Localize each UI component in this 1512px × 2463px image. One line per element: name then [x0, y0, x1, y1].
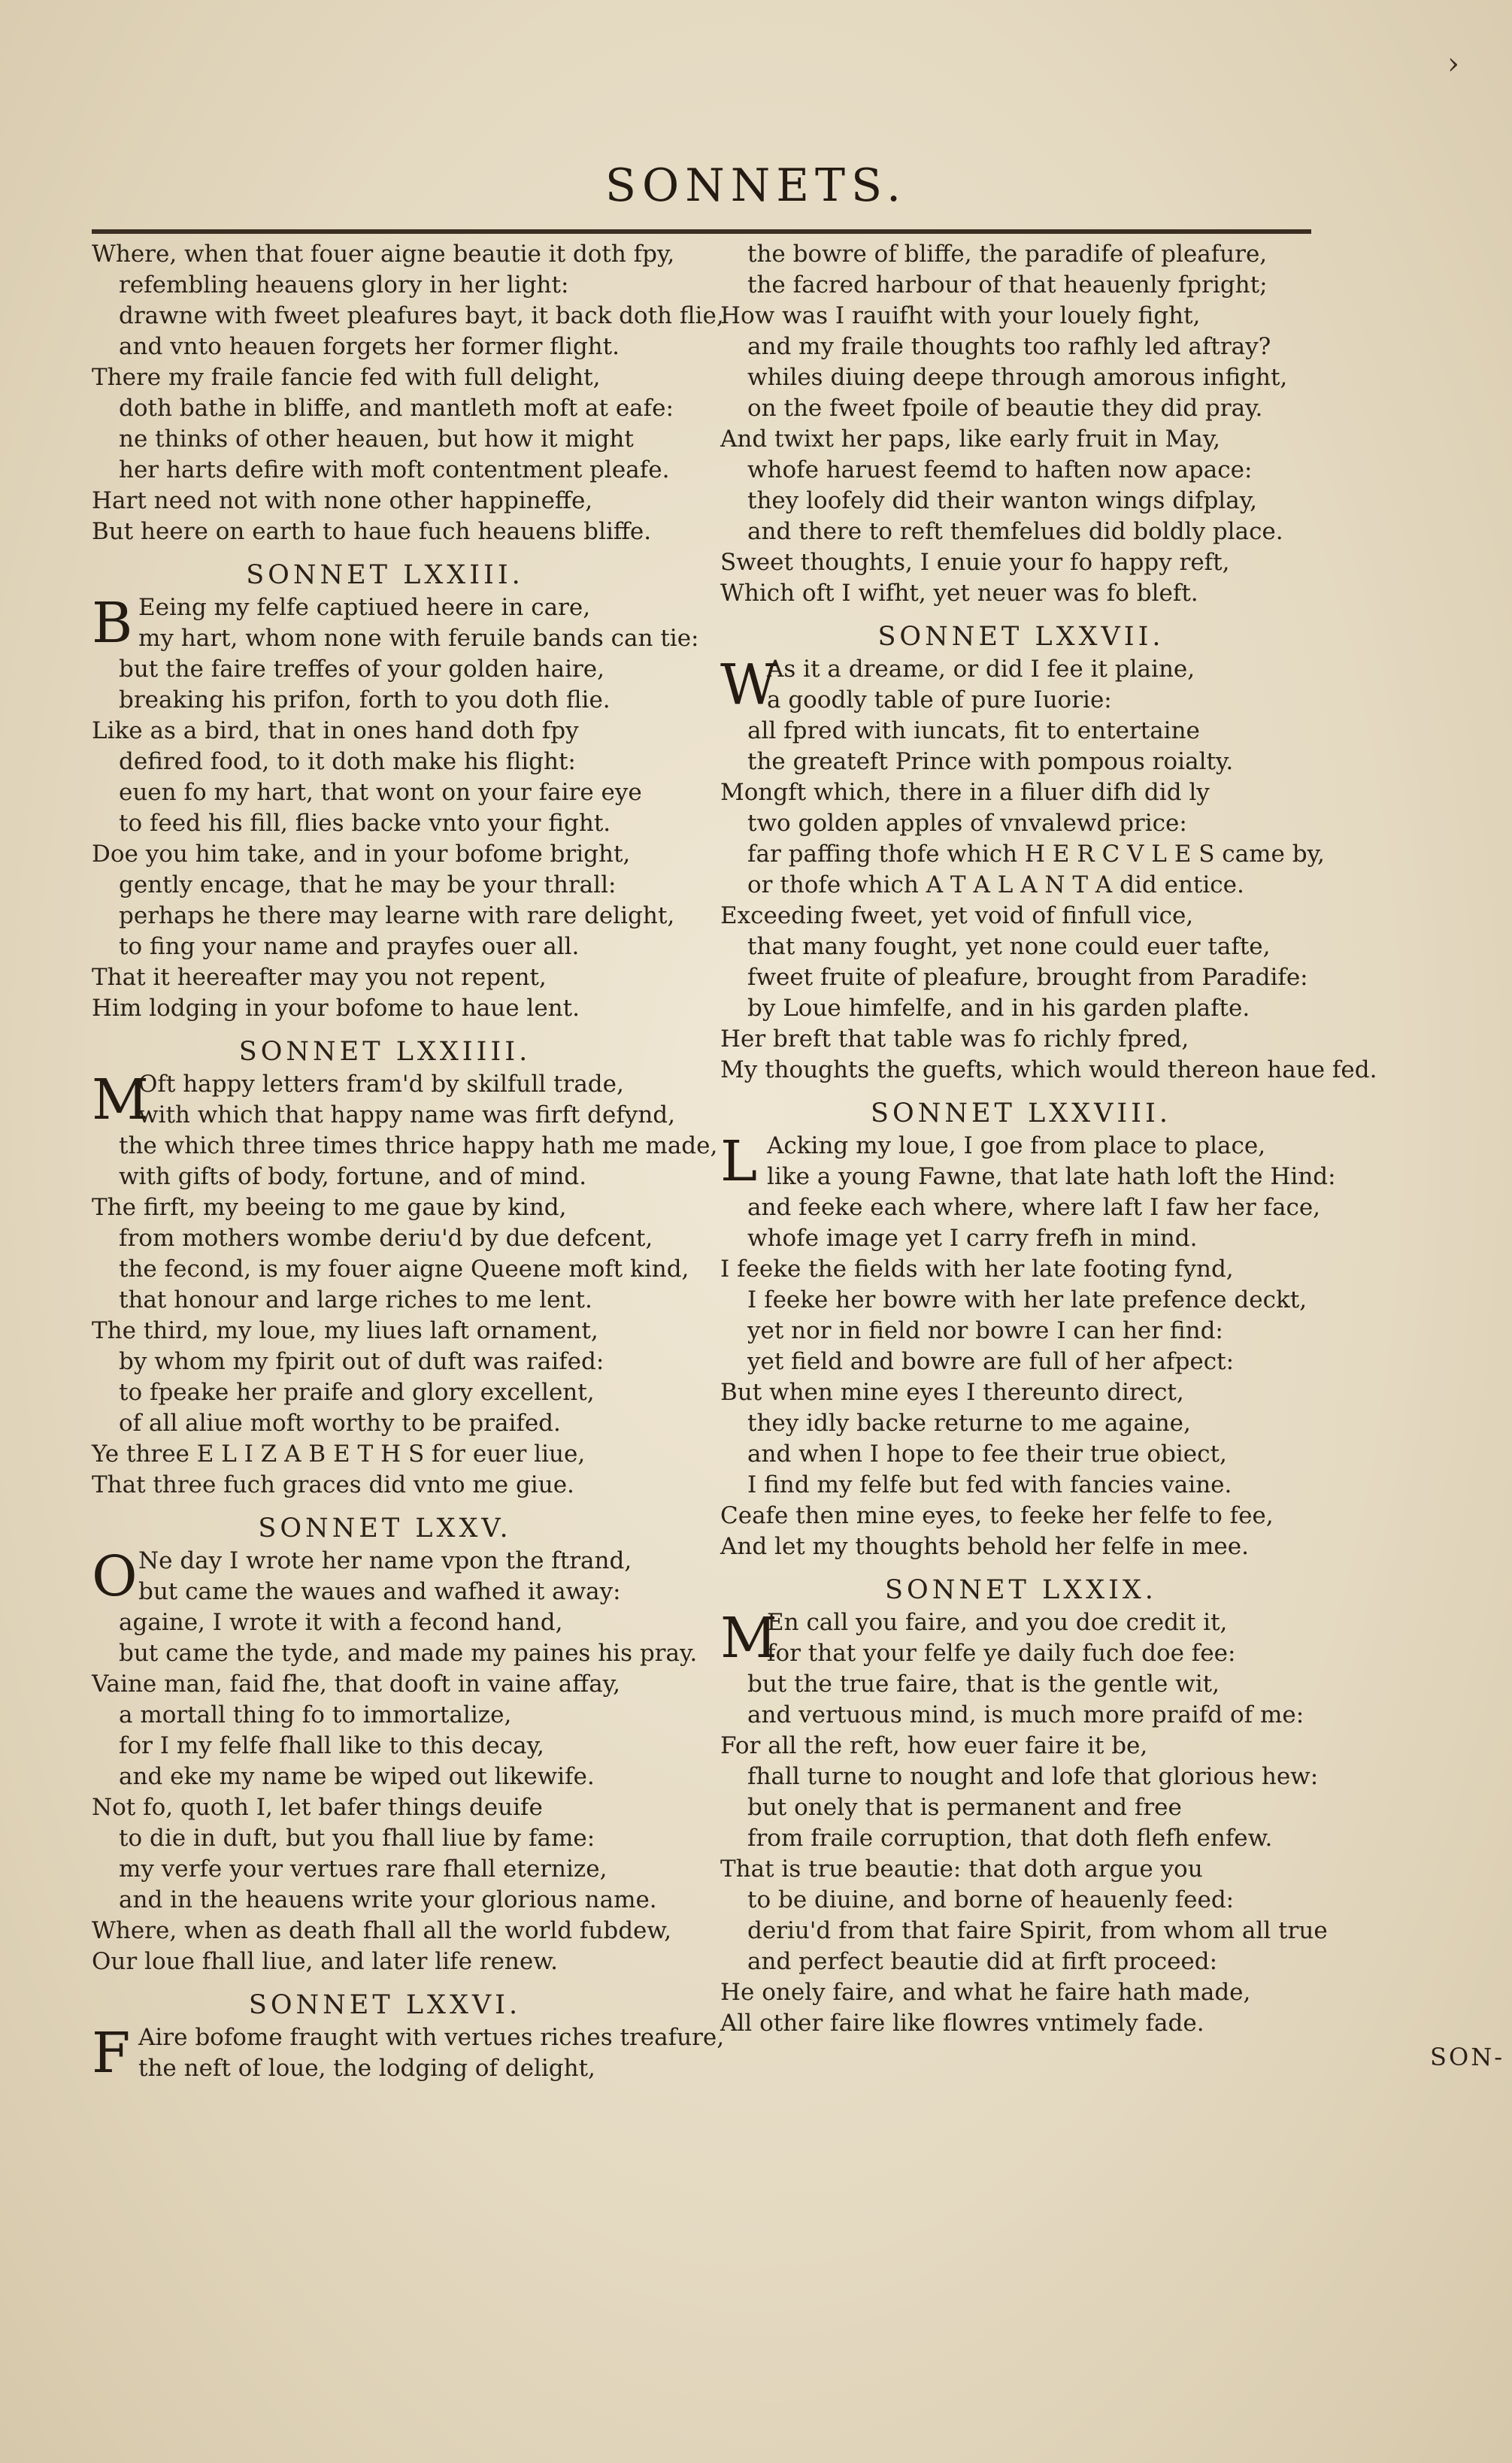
sonnet-title: SONNET LXXVI.	[248, 1990, 522, 2020]
verse-line: from mothers wombe deriu'd by due defcent,	[119, 1225, 653, 1252]
sonnet	[92, 1035, 718, 1501]
verse-line: for I my felfe fhall like to this decay,	[119, 1732, 544, 1759]
verse-line: or thofe which A T A L A N T A did entice.	[747, 871, 1244, 898]
verse-line: I feeke her bowre with her late prefence deckt,	[747, 1286, 1307, 1313]
verse-line: That three fuch graces did vnto me giue.	[92, 1471, 574, 1498]
verse-line: Oft happy letters fram'd by skilfull trade,	[138, 1071, 624, 1098]
verse-line: And twixt her paps, like early fruit in May,	[720, 426, 1220, 453]
verse-line: But when mine eyes I thereunto direct,	[720, 1379, 1184, 1406]
verse-line: and in the heauens write your glorious name.	[119, 1886, 657, 1913]
verse-line: Hart need not with none other happineffe,	[92, 487, 593, 514]
verse-line: Her breft that table was fo richly fpred,	[720, 1025, 1189, 1053]
verse-line: The third, my loue, my liues laft ornament,	[92, 1317, 598, 1344]
verse-line: the which three times thrice happy hath me made,	[119, 1132, 718, 1159]
verse-line: they loofely did their wanton wings difplay,	[747, 487, 1257, 514]
verse-line: ne thinks of other heauen, but how it might	[119, 426, 634, 453]
verse-line: whiles diuing deepe through amorous infight,	[747, 364, 1288, 391]
verse-line: There my fraile fancie fed with full delight,	[92, 364, 601, 391]
drop-cap: F	[92, 2021, 131, 2086]
sonnet	[92, 1988, 725, 2086]
verse-line: for that your felfe ye daily fuch doe fee:	[767, 1640, 1236, 1667]
verse-line: by whom my fpirit out of duft was raifed:	[119, 1348, 604, 1375]
verse-line: euen fo my hart, that wont on your faire eye	[119, 779, 642, 806]
verse-line: Doe you him take, and in your bofome bright,	[92, 841, 631, 868]
verse-line: For all the reft, how euer faire it be,	[720, 1732, 1148, 1759]
verse-line: That is true beautie: that doth argue you	[720, 1856, 1203, 1883]
verse-line: Ne day I wrote her name vpon the ftrand,	[138, 1547, 632, 1574]
verse-line: Mongft which, there in a filuer difh did ly	[720, 779, 1210, 806]
drop-cap: W	[720, 653, 778, 717]
verse-line: The firft, my beeing to me gaue by kind,	[92, 1194, 567, 1221]
verse-line: Ceafe then mine eyes, to feeke her felfe to fee,	[720, 1502, 1274, 1529]
verse-line: to feed his fill, flies backe vnto your fight.	[119, 810, 611, 837]
corner-mark: ›	[1447, 47, 1459, 81]
verse-line: I find my felfe but fed with fancies vaine.	[747, 1471, 1232, 1498]
verse-line: and my fraile thoughts too rafhly led aftray?	[747, 333, 1271, 360]
drop-cap: M	[92, 1068, 149, 1132]
verse-line: the facred harbour of that heauenly fpright;	[747, 271, 1268, 298]
verse-line: of all aliue moft worthy to be praifed.	[119, 1410, 561, 1437]
verse-line: deriu'd from that faire Spirit, from whom all true	[747, 1917, 1328, 1944]
verse-line: by Loue himfelfe, and in his garden plafte.	[747, 995, 1250, 1022]
sonnet-title: SONNET LXXVIII.	[871, 1098, 1171, 1128]
verse-line: He onely faire, and what he faire hath made,	[720, 1979, 1251, 2006]
verse-line: to fing your name and prayfes ouer all.	[119, 933, 580, 960]
verse-line: En call you faire, and you doe credit it,	[767, 1609, 1228, 1636]
verse-line: Not fo, quoth I, let bafer things deuife	[92, 1794, 543, 1821]
verse-line: doth bathe in bliffe, and mantleth moft at eafe:	[119, 395, 674, 422]
verse-line: whofe haruest feemd to haften now apace:	[747, 456, 1253, 483]
verse-line: like a young Fawne, that late hath loft the Hind:	[767, 1163, 1336, 1190]
left-column	[92, 239, 725, 2086]
sonnet-title: SONNET LXXIIII.	[238, 1037, 532, 1067]
drop-cap: B	[92, 591, 133, 656]
sonnet-title: SONNET LXXIX.	[885, 1575, 1157, 1605]
drop-cap: L	[720, 1129, 758, 1194]
verse-line: I feeke the fields with her late footing fynd,	[720, 1256, 1234, 1283]
verse-line: and there to reft themfelues did boldly place.	[747, 518, 1283, 545]
drop-cap: M	[720, 1606, 777, 1671]
verse-line: her harts defire with moft contentment pleafe.	[119, 456, 670, 483]
sonnet-body	[92, 1068, 718, 1501]
verse-line: but onely that is permanent and free	[747, 1794, 1182, 1821]
verse-line: two golden apples of vnvalewd price:	[747, 810, 1187, 837]
verse-line: the fecond, is my fouer aigne Queene moft kind,	[119, 1256, 689, 1283]
verse-line: to fpeake her praife and glory excellent,	[119, 1379, 595, 1406]
sonnet-body	[92, 2021, 725, 2086]
verse-line: How was I rauifht with your louely fight,	[720, 302, 1201, 329]
verse-line: Eeing my felfe captiued heere in care,	[138, 594, 591, 621]
verse-line: and eke my name be wiped out likewife.	[119, 1763, 595, 1790]
verse-line: Which oft I wifht, yet neuer was fo bleft.	[720, 580, 1198, 607]
verse-line: Like as a bird, that in ones hand doth fpy	[92, 717, 579, 744]
catchword: SON-	[1430, 2043, 1504, 2071]
verse-line: perhaps he there may learne with rare delight,	[119, 902, 675, 929]
verse-line: refembling heauens glory in her light:	[119, 271, 569, 298]
verse-line: Where, when as death fhall all the world fubdew,	[92, 1917, 672, 1944]
verse-line: But heere on earth to haue fuch heauens bliffe.	[92, 518, 652, 545]
verse-line: My thoughts the guefts, which would thereon haue fed.	[720, 1056, 1377, 1083]
verse-line: Aire bofome fraught with vertues riches treafure,	[138, 2024, 725, 2051]
verse-line: but came the tyde, and made my paines his pray.	[119, 1640, 698, 1667]
verse-line: with which that happy name was firft defynd,	[138, 1101, 675, 1128]
verse-line: that many fought, yet none could euer tafte,	[747, 933, 1271, 960]
sonnet-body	[720, 1606, 1328, 2039]
right-column	[720, 239, 1377, 2039]
sonnet	[92, 558, 699, 1024]
verse-line: all fpred with iuncats, fit to entertaine	[747, 717, 1200, 744]
verse-line: my hart, whom none with feruile bands can tie:	[138, 625, 699, 652]
verse-line: All other faire like flowres vntimely fade.	[720, 2010, 1204, 2037]
sonnet-body	[720, 653, 1377, 1086]
verse-line: but the faire treffes of your golden haire,	[119, 656, 605, 683]
verse-line: and vnto heauen forgets her former flight.	[119, 333, 620, 360]
sonnet	[720, 620, 1377, 1086]
verse-line: breaking his prifon, forth to you doth flie.	[119, 686, 611, 713]
verse-line: yet field and bowre are full of her afpect:	[747, 1348, 1235, 1375]
sonnet-body	[92, 591, 699, 1024]
verse-line: fweet fruite of pleafure, brought from Paradife:	[747, 964, 1308, 991]
verse-line: the neft of loue, the lodging of delight,	[138, 2055, 595, 2082]
verse-line: far paffing thofe which H E R C V L E S came by,	[747, 841, 1325, 868]
drop-cap: O	[92, 1544, 138, 1609]
verse-line: yet nor in field nor bowre I can her find:	[747, 1317, 1223, 1344]
verse-line: Him lodging in your bofome to haue lent.	[92, 995, 580, 1022]
sonnet-body	[92, 1544, 698, 1977]
verse-line: and perfect beautie did at firft proceed:	[747, 1948, 1218, 1975]
verse-line: the greateft Prince with pompous roialty.	[747, 748, 1234, 775]
page-title: SONNETS.	[604, 159, 908, 212]
verse-line: And let my thoughts behold her felfe in mee.	[720, 1533, 1249, 1560]
verse-line: from fraile corruption, that doth flefh enfew.	[747, 1825, 1273, 1852]
sonnet-body	[720, 1129, 1336, 1562]
verse-line: Exceeding fweet, yet void of finfull vice,	[720, 902, 1194, 929]
verse-line: my verfe your vertues rare fhall eternize,	[119, 1856, 608, 1883]
verse-line: As it a dreame, or did I fee it plaine,	[767, 656, 1195, 683]
verse-line: the bowre of bliffe, the paradife of pleafure,	[747, 241, 1268, 268]
verse-line: gently encage, that he may be your thrall:	[119, 871, 617, 898]
verse-line: that honour and large riches to me lent.	[119, 1286, 592, 1313]
verse-line: but came the waues and wafhed it away:	[138, 1578, 621, 1605]
sonnet	[720, 1096, 1336, 1562]
verse-line: to die in duft, but you fhall liue by fame:	[119, 1825, 595, 1852]
verse-line: to be diuine, and borne of heauenly feed:	[747, 1886, 1235, 1913]
verse-line: with gifts of body, fortune, and of mind.	[119, 1163, 587, 1190]
verse-line: Where, when that fouer aigne beautie it doth fpy,	[92, 241, 675, 268]
verse-line: they idly backe returne to me againe,	[747, 1410, 1191, 1437]
sonnet-title: SONNET LXXVII.	[877, 622, 1165, 652]
verse-line: a goodly table of pure Iuorie:	[767, 686, 1112, 713]
verse-line: That it heereafter may you not repent,	[92, 964, 547, 991]
header-rule	[92, 229, 1311, 234]
verse-line: Ye three E L I Z A B E T H S for euer liue,	[92, 1441, 586, 1468]
verse-line: drawne with fweet pleafures bayt, it back doth flie,	[119, 302, 724, 329]
sonnet-title: SONNET LXXIII.	[246, 560, 524, 590]
verse-line: againe, I wrote it with a fecond hand,	[119, 1609, 563, 1636]
verse-line: Sweet thoughts, I enuie your fo happy reft,	[720, 549, 1230, 576]
verse-line: Vaine man, faid fhe, that dooft in vaine affay,	[92, 1671, 620, 1698]
verse-line: and when I hope to fee their true obiect,	[747, 1441, 1227, 1468]
verse-line: a mortall thing fo to immortalize,	[119, 1701, 512, 1728]
sonnet	[92, 1511, 698, 1977]
verse-line: but the true faire, that is the gentle wit,	[747, 1671, 1220, 1698]
sonnet	[720, 1573, 1328, 2039]
verse-line: and vertuous mind, is much more praifd of me:	[747, 1701, 1304, 1728]
verse-line: whofe image yet I carry frefh in mind.	[747, 1225, 1198, 1252]
verse-line: fhall turne to nought and lofe that glorious hew:	[747, 1763, 1319, 1790]
sonnet-title: SONNET LXXV.	[258, 1513, 512, 1544]
verse-line: and feeke each where, where laft I faw her face,	[747, 1194, 1321, 1221]
verse-line: Our loue fhall liue, and later life renew.	[92, 1948, 558, 1975]
verse-line: defired food, to it doth make his flight:	[119, 748, 576, 775]
verse-line: Acking my loue, I goe from place to place,	[767, 1132, 1266, 1159]
verse-line: on the fweet fpoile of beautie they did pray.	[747, 395, 1263, 422]
